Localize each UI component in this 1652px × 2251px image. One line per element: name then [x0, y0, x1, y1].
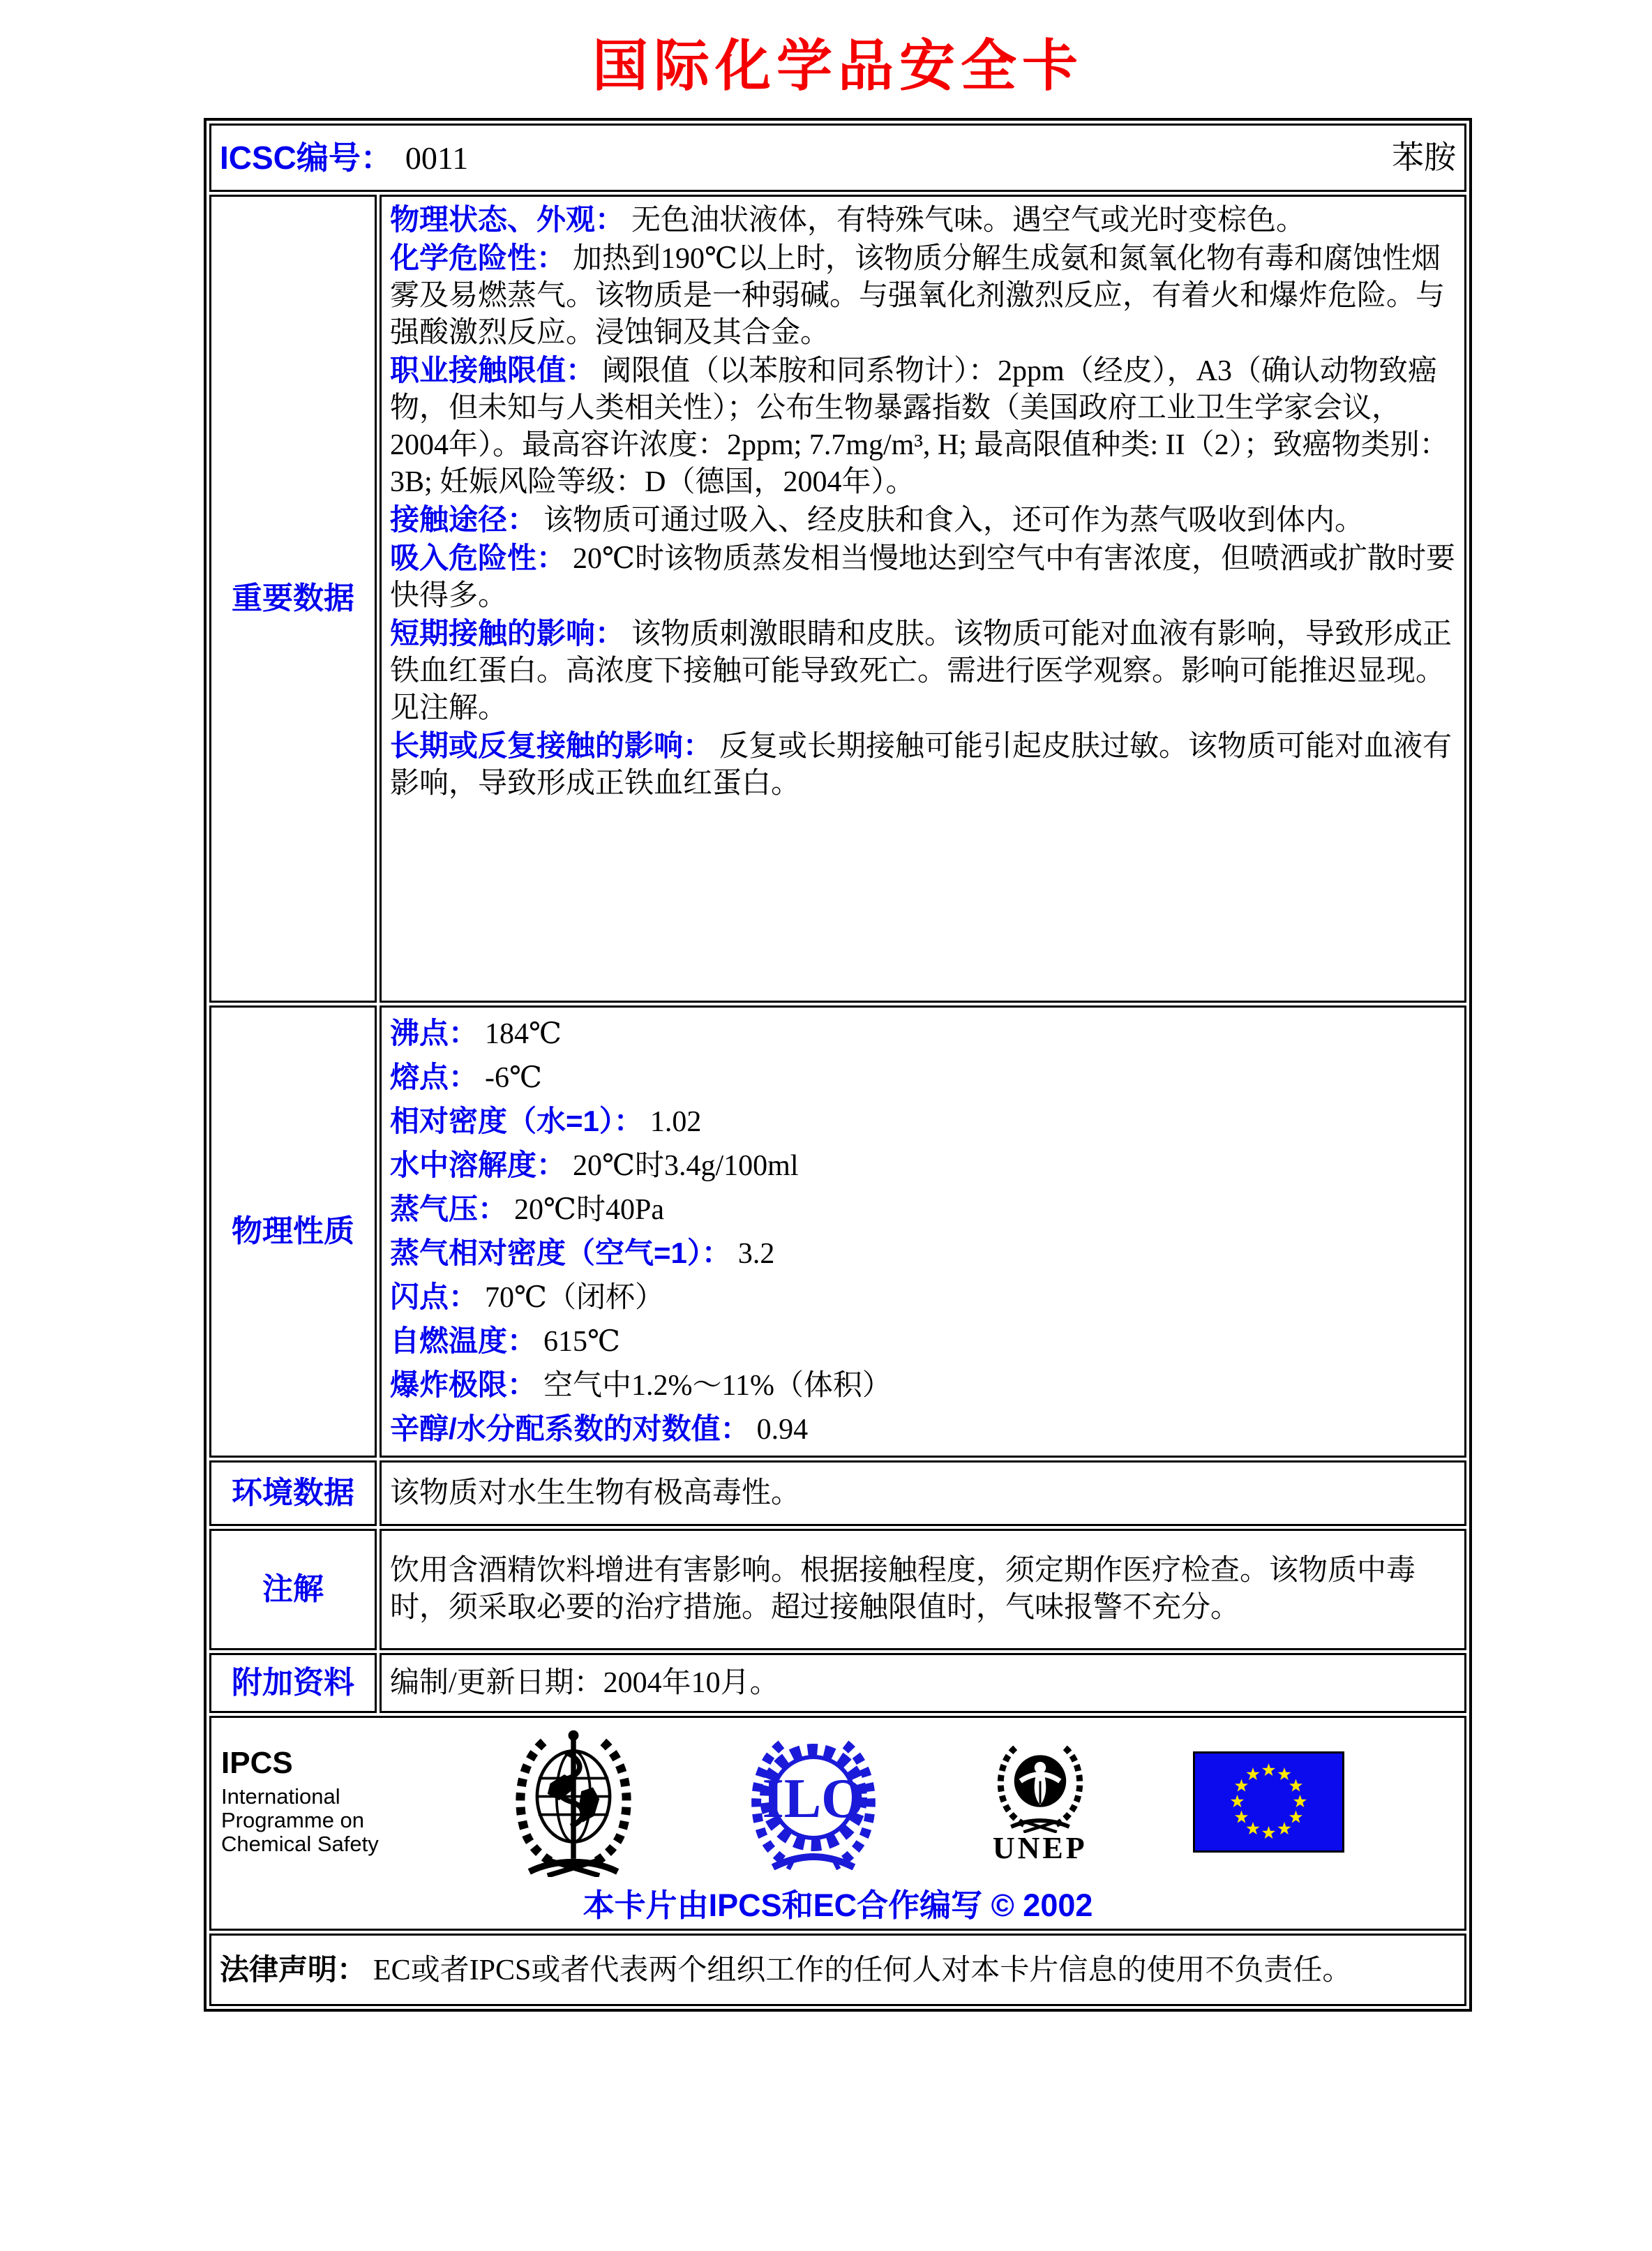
notes-row-label: 注解	[209, 1529, 377, 1650]
logos-cell	[209, 1716, 1466, 1931]
eu-flag-icon	[1193, 1751, 1344, 1853]
legal-row	[209, 1934, 1466, 2006]
header-cell	[209, 124, 1466, 192]
chemical-name: 苯胺	[1392, 139, 1456, 175]
physical-item: 自燃温度： 615℃	[390, 1324, 620, 1358]
header-row	[209, 124, 1466, 192]
physical-item: 闪点： 70℃（闭杯）	[390, 1280, 664, 1314]
physical-properties-content	[380, 1005, 1466, 1458]
important-item: 化学危险性： 加热到190℃以上时，该物质分解生成氨和氮氧化物有毒和腐蚀性烟雾及易燃蒸气。该物质是一种弱碱。与强氧化剂激烈反应，有着火和爆炸危险。与强酸激烈反应。浸蚀铜及其合金。	[390, 241, 1446, 349]
legal-cell	[209, 1934, 1466, 2006]
physical-item: 蒸气压： 20℃时40Pa	[390, 1192, 664, 1226]
ipcs-acronym: IPCS	[221, 1746, 293, 1780]
important-item: 职业接触限值： 阈限值（以苯胺和同系物计）：2ppm（经皮），A3（确认动物致癌物，但未知与人类相关性）；公布生物暴露指数（美国政府工业卫生学家会议，2004年）。最高容许浓度：2ppm; 7.7mg/m³, H; 最高限值种类: II（2）；致癌物类别：3B; 妊娠风险等级：D（德国，2004年）。	[390, 354, 1449, 498]
important-item: 物理状态、外观： 无色油状液体，有特殊气味。遇空气或光时变棕色。	[390, 203, 1306, 237]
environmental-data-row	[209, 1460, 1466, 1526]
important-item: 长期或反复接触的影响： 反复或长期接触可能引起皮肤过敏。该物质可能对血液有影响，导致形成正铁血红蛋白。	[390, 729, 1452, 800]
unep-logo-block	[988, 1740, 1092, 1864]
environmental-data-content: 该物质对水生生物有极高毒性。	[380, 1460, 1466, 1526]
unep-caption: UNEP	[992, 1831, 1088, 1865]
page-title: 国际化学品安全卡	[592, 35, 1083, 97]
physical-item: 沸点： 184℃	[390, 1017, 562, 1050]
svg-text:ILO: ILO	[762, 1768, 864, 1830]
who-logo-icon	[509, 1726, 638, 1877]
physical-item: 相对密度（水=1）： 1.02	[390, 1105, 702, 1138]
additional-info-content: 编制/更新日期：2004年10月。	[380, 1653, 1466, 1713]
physical-item: 蒸气相对密度（空气=1）： 3.2	[390, 1236, 775, 1270]
icsc-number-value: 0011	[405, 140, 469, 176]
credit-line: 本卡片由IPCS和EC合作编写 © 2002	[583, 1887, 1093, 1923]
legal-text: EC或者IPCS或者代表两个组织工作的任何人对本卡片信息的使用不负责任。	[373, 1954, 1352, 1987]
physical-properties-row-label: 物理性质	[209, 1005, 377, 1458]
unep-logo-icon	[988, 1740, 1092, 1833]
physical-item: 熔点： -6℃	[390, 1061, 542, 1094]
physical-item: 辛醇/水分配系数的对数值： 0.94	[390, 1412, 809, 1446]
icsc-card-table	[204, 118, 1472, 2012]
ipcs-line: International	[221, 1784, 340, 1809]
ipcs-text-block	[221, 1747, 408, 1856]
physical-item: 水中溶解度： 20℃时3.4g/100ml	[390, 1149, 799, 1182]
ilo-logo-icon	[739, 1733, 887, 1870]
physical-properties-row	[209, 1005, 1466, 1458]
important-item: 短期接触的影响： 该物质刺激眼睛和皮肤。该物质可能对血液有影响，导致形成正铁血红蛋白。高浓度下接触可能导致死亡。需进行医学观察。影响可能推迟显现。见注解。	[390, 617, 1452, 724]
ipcs-line: Chemical Safety	[221, 1832, 379, 1856]
notes-content: 饮用含酒精饮料增进有害影响。根据接触程度，须定期作医疗检查。该物质中毒时，须采取必要的治疗措施。超过接触限值时，气味报警不充分。	[380, 1529, 1466, 1650]
physical-item: 爆炸极限： 空气中1.2%～11%（体积）	[390, 1368, 892, 1402]
important-data-row-label: 重要数据	[209, 195, 377, 1003]
icsc-number-group	[220, 140, 468, 176]
ipcs-line: Programme on	[221, 1808, 365, 1832]
important-item: 吸入危险性： 20℃时该物质蒸发相当慢地达到空气中有害浓度，但喷洒或扩散时要快得多。	[390, 541, 1456, 612]
logos-row	[209, 1716, 1466, 1931]
legal-label: 法律声明：	[220, 1952, 367, 1986]
additional-info-row	[209, 1653, 1466, 1713]
additional-info-row-label: 附加资料	[209, 1653, 377, 1713]
environmental-data-row-label: 环境数据	[209, 1460, 377, 1526]
icsc-number-label: ICSC编号：	[220, 139, 393, 176]
important-item: 接触途径： 该物质可通过吸入、经皮肤和食入，还可作为蒸气吸收到体内。	[390, 503, 1365, 537]
notes-row	[209, 1529, 1466, 1650]
important-data-content	[380, 195, 1466, 1003]
important-data-row	[209, 195, 1466, 1003]
